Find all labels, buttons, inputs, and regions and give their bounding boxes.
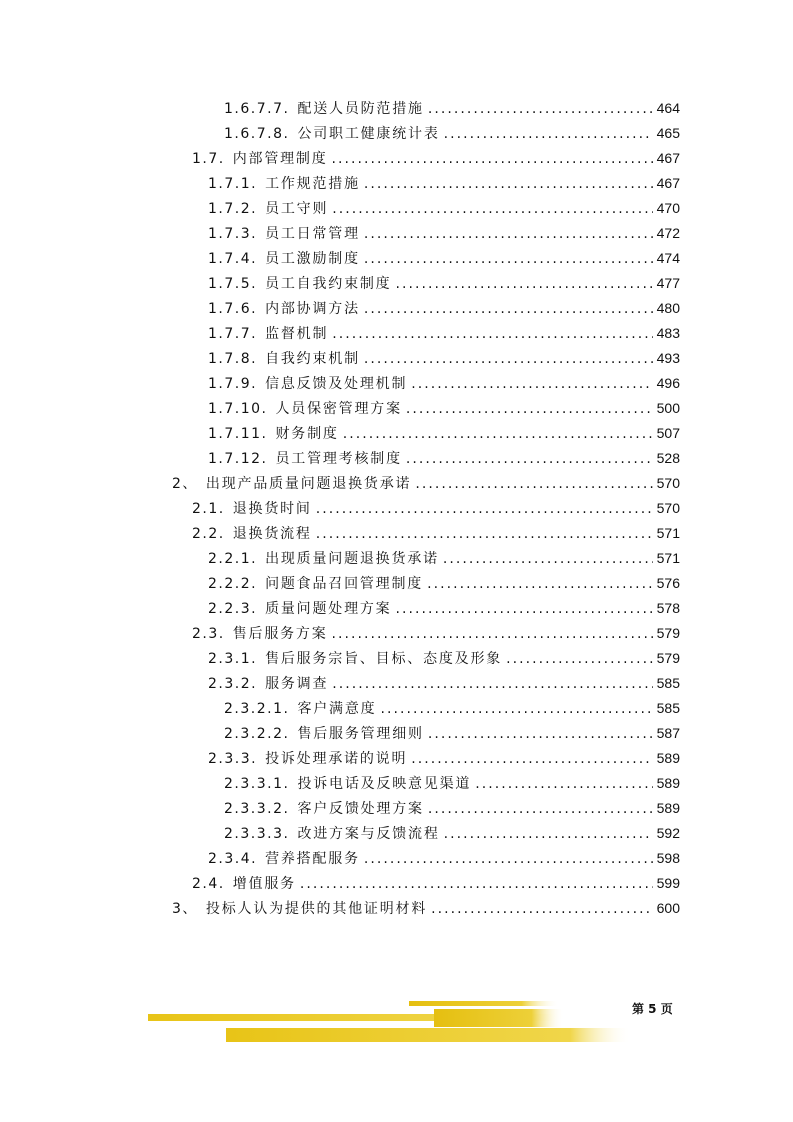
toc-entry-number: 1.6.7.8. <box>224 126 290 142</box>
toc-leader-dots <box>427 572 653 597</box>
toc-entry[interactable] <box>192 496 680 521</box>
toc-leader-dots <box>395 597 652 622</box>
toc-entry-title: 投诉处理承诺的说明 <box>265 751 408 767</box>
toc-entry-number: 2.4. <box>192 876 225 892</box>
toc-entry-title: 服务调查 <box>265 676 329 692</box>
toc-entry-number: 2.3.2. <box>208 676 258 692</box>
toc-entry[interactable] <box>192 871 680 896</box>
toc-entry[interactable] <box>208 446 680 471</box>
toc-entry-title: 自我约束机制 <box>265 351 360 367</box>
toc-leader-dots <box>406 397 653 422</box>
toc-leader-dots <box>411 372 652 397</box>
toc-entry-number: 1.7.6. <box>208 301 258 317</box>
toc-entry-page: 585 <box>656 675 680 691</box>
toc-entry-title: 客户满意度 <box>297 701 377 717</box>
toc-entry[interactable] <box>208 221 680 246</box>
toc-entry-number: 1.7.9. <box>208 376 258 392</box>
toc-entry-title: 员工自我约束制度 <box>265 276 392 292</box>
toc-leader-dots <box>316 522 653 547</box>
footer-bar-bottom <box>226 1028 631 1042</box>
toc-entry-number: 2.3.3.1. <box>224 776 290 792</box>
toc-entry-number: 2.3. <box>192 626 225 642</box>
toc-leader-dots <box>316 497 653 522</box>
page-number: 第 5 页 <box>632 1002 673 1016</box>
toc-entry-number: 2、 <box>172 476 198 492</box>
toc-entry-page: 578 <box>656 600 680 616</box>
toc-entry[interactable] <box>208 596 680 621</box>
toc-leader-dots <box>444 122 653 147</box>
toc-entry[interactable] <box>224 796 680 821</box>
toc-entry-title: 投标人认为提供的其他证明材料 <box>205 901 428 917</box>
toc-entry-page: 472 <box>656 225 680 241</box>
toc-entry-number: 2.3.3. <box>208 751 258 767</box>
toc-entry-page: 477 <box>656 275 680 291</box>
toc-entry-title: 售后服务宗旨、目标、态度及形象 <box>265 651 503 667</box>
toc-entry-number: 2.3.4. <box>208 851 258 867</box>
toc-entry-title: 退换货时间 <box>232 501 312 517</box>
toc-entry-title: 增值服务 <box>232 876 296 892</box>
toc-entry[interactable] <box>224 771 680 796</box>
toc-leader-dots <box>332 622 653 647</box>
toc-entry-title: 投诉电话及反映意见渠道 <box>297 776 472 792</box>
toc-entry[interactable] <box>208 371 680 396</box>
toc-entry-page: 600 <box>656 900 680 916</box>
toc-entry[interactable] <box>192 146 680 171</box>
toc-entry-page: 571 <box>656 550 680 566</box>
toc-entry-page: 528 <box>656 450 680 466</box>
toc-entry[interactable] <box>208 396 680 421</box>
toc-leader-dots <box>332 322 652 347</box>
toc-leader-dots <box>506 647 653 672</box>
toc-entry-page: 589 <box>656 800 680 816</box>
toc-entry-title: 监督机制 <box>265 326 329 342</box>
toc-entry-number: 1.7.4. <box>208 251 258 267</box>
toc-entry-title: 财务制度 <box>275 426 339 442</box>
toc-entry-title: 内部管理制度 <box>232 151 328 167</box>
toc-entry-number: 2.3.2.1. <box>224 701 290 717</box>
toc-entry-page: 496 <box>656 375 680 391</box>
toc-entry[interactable] <box>224 821 680 846</box>
toc-leader-dots <box>364 222 653 247</box>
toc-entry-page: 579 <box>656 625 680 641</box>
toc-entry-number: 2.3.1. <box>208 651 258 667</box>
toc-entry-title: 员工管理考核制度 <box>275 451 402 467</box>
toc-leader-dots <box>300 872 653 897</box>
toc-entry-page: 470 <box>656 200 680 216</box>
toc-leader-dots <box>431 897 653 922</box>
toc-entry[interactable] <box>208 646 680 671</box>
toc-entry-title: 员工激励制度 <box>265 251 360 267</box>
toc-entry[interactable] <box>208 196 680 221</box>
toc-leader-dots <box>395 272 652 297</box>
toc-leader-dots <box>332 147 653 172</box>
toc-entry-title: 营养搭配服务 <box>265 851 360 867</box>
toc-entry-number: 1.7.3. <box>208 226 258 242</box>
toc-leader-dots <box>364 172 653 197</box>
toc-entry-number: 1.7.1. <box>208 176 258 192</box>
toc-entry[interactable] <box>208 271 680 296</box>
toc-entry[interactable] <box>208 671 680 696</box>
toc-leader-dots <box>428 97 653 122</box>
toc-entry[interactable] <box>208 296 680 321</box>
toc-entry-title: 售后服务方案 <box>232 626 328 642</box>
toc-entry-title: 员工日常管理 <box>265 226 360 242</box>
toc-entry-title: 内部协调方法 <box>265 301 360 317</box>
toc-leader-dots <box>364 297 653 322</box>
toc-entry-page: 464 <box>656 100 680 116</box>
toc-entry-page: 493 <box>656 350 680 366</box>
toc-leader-dots <box>415 472 652 497</box>
toc-entry-page: 474 <box>656 250 680 266</box>
toc-entry-page: 465 <box>656 125 680 141</box>
toc-entry-page: 507 <box>656 425 680 441</box>
toc-entry[interactable] <box>208 846 680 871</box>
toc-entry-number: 3、 <box>172 901 198 917</box>
toc-leader-dots <box>380 697 652 722</box>
toc-entry-title: 工作规范措施 <box>265 176 360 192</box>
toc-entry-page: 480 <box>656 300 680 316</box>
toc-entry-page: 579 <box>656 650 680 666</box>
toc-entry-title: 公司职工健康统计表 <box>297 126 440 142</box>
toc-leader-dots <box>343 422 653 447</box>
toc-entry-title: 配送人员防范措施 <box>297 101 424 117</box>
toc-entry-number: 2.2. <box>192 526 225 542</box>
footer-decoration <box>0 995 793 1055</box>
toc-entry-number: 2.2.3. <box>208 601 258 617</box>
toc-entry-title: 信息反馈及处理机制 <box>265 376 408 392</box>
toc-leader-dots <box>428 797 653 822</box>
toc-entry-number: 1.6.7.7. <box>224 101 290 117</box>
toc-entry-title: 员工守则 <box>265 201 329 217</box>
toc-entry-page: 585 <box>656 700 680 716</box>
toc-entry-title: 人员保密管理方案 <box>275 401 402 417</box>
toc-entry-page: 587 <box>656 725 680 741</box>
toc-entry-page: 483 <box>656 325 680 341</box>
toc-entry-number: 1.7.5. <box>208 276 258 292</box>
toc-leader-dots <box>475 772 652 797</box>
toc-leader-dots <box>411 747 652 772</box>
toc-entry[interactable] <box>192 621 680 646</box>
toc-entry-page: 599 <box>656 875 680 891</box>
toc-leader-dots <box>364 847 653 872</box>
toc-entry[interactable] <box>208 346 680 371</box>
toc-leader-dots <box>364 347 653 372</box>
toc-leader-dots <box>443 547 653 572</box>
toc-entry-title: 出现质量问题退换货承诺 <box>265 551 439 567</box>
toc-entry-title: 问题食品召回管理制度 <box>265 576 424 592</box>
toc-entry[interactable] <box>224 96 680 121</box>
footer-bar-block <box>434 1009 564 1027</box>
toc-entry-title: 退换货流程 <box>232 526 312 542</box>
toc-entry-title: 售后服务管理细则 <box>297 726 424 742</box>
toc-entry-page: 576 <box>656 575 680 591</box>
toc-entry-page: 467 <box>656 150 680 166</box>
toc-entry[interactable] <box>208 246 680 271</box>
toc-entry-number: 2.3.3.2. <box>224 801 290 817</box>
toc-entry-page: 589 <box>656 775 680 791</box>
toc-entry-number: 1.7.8. <box>208 351 258 367</box>
toc-entry[interactable] <box>224 721 680 746</box>
footer-bar-top <box>409 1001 559 1006</box>
toc-entry-number: 1.7.12. <box>208 451 268 467</box>
toc-entry-number: 1.7.2. <box>208 201 258 217</box>
toc-entry-page: 467 <box>656 175 680 191</box>
toc-entry[interactable] <box>208 171 680 196</box>
toc-entry-page: 592 <box>656 825 680 841</box>
toc-entry-title: 改进方案与反馈流程 <box>297 826 440 842</box>
toc-leader-dots <box>332 672 652 697</box>
toc-entry-number: 2.2.1. <box>208 551 258 567</box>
toc-entry-number: 1.7. <box>192 151 225 167</box>
toc-leader-dots <box>428 722 653 747</box>
toc-entry-title: 客户反馈处理方案 <box>297 801 424 817</box>
toc-leader-dots <box>406 447 653 472</box>
toc-leader-dots <box>332 197 652 222</box>
toc-entry-title: 出现产品质量问题退换货承诺 <box>205 476 412 492</box>
toc-entry-page: 570 <box>656 475 680 491</box>
toc-entry[interactable] <box>208 571 680 596</box>
toc-entry[interactable] <box>172 896 680 921</box>
toc-entry-page: 571 <box>656 525 680 541</box>
toc-entry-number: 2.3.3.3. <box>224 826 290 842</box>
toc-entry-number: 2.3.2.2. <box>224 726 290 742</box>
toc-entry[interactable] <box>208 746 680 771</box>
toc-entry[interactable] <box>192 521 680 546</box>
toc-entry-number: 1.7.7. <box>208 326 258 342</box>
toc-entry[interactable] <box>224 121 680 146</box>
toc-leader-dots <box>364 247 653 272</box>
toc-entry-number: 2.2.2. <box>208 576 258 592</box>
toc-entry-page: 589 <box>656 750 680 766</box>
toc-leader-dots <box>444 822 653 847</box>
toc-entry[interactable] <box>208 321 680 346</box>
toc-entry-number: 2.1. <box>192 501 225 517</box>
toc-entry[interactable] <box>172 471 680 496</box>
toc-entry-page: 570 <box>656 500 680 516</box>
toc-entry-number: 1.7.11. <box>208 426 268 442</box>
toc-entry-title: 质量问题处理方案 <box>265 601 392 617</box>
toc-entry[interactable] <box>208 421 680 446</box>
toc-entry-page: 500 <box>656 400 680 416</box>
toc-entry-page: 598 <box>656 850 680 866</box>
toc-entry[interactable] <box>208 546 680 571</box>
toc-entry-number: 1.7.10. <box>208 401 268 417</box>
toc-entry[interactable] <box>224 696 680 721</box>
